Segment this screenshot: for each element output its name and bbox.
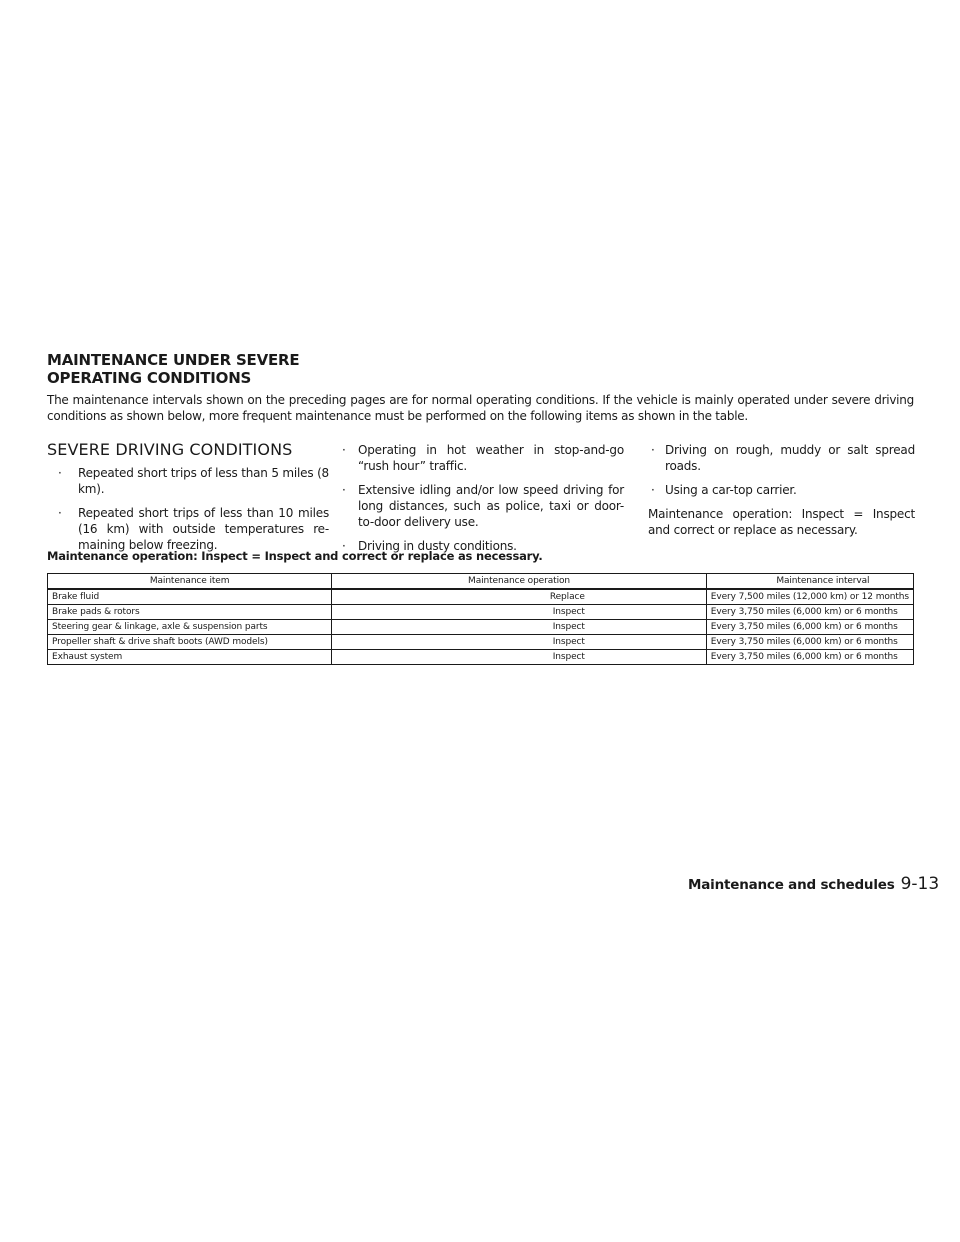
bullet-icon: · <box>58 466 62 480</box>
cell-interval: Every 3,750 miles (6,000 km) or 6 months <box>706 620 913 635</box>
table-row <box>48 589 914 605</box>
list-item-text: Driving on rough, muddy or salt spread roads. <box>665 443 915 473</box>
list-item-text: Operating in hot weather in stop-and-go “rush hour” traffic. <box>358 443 624 473</box>
list-item <box>47 505 329 553</box>
cell-item: Brake fluid <box>48 589 332 605</box>
list-item <box>342 442 624 474</box>
table-row <box>48 620 914 635</box>
cell-operation: Replace <box>332 589 707 605</box>
cell-interval: Every 3,750 miles (6,000 km) or 6 months <box>706 635 913 650</box>
cell-item: Propeller shaft & drive shaft boots (AWD models) <box>48 635 332 650</box>
section-title <box>47 351 299 387</box>
cell-operation: Inspect <box>332 650 707 665</box>
intro-paragraph: The maintenance intervals shown on the preceding pages are for normal operating conditions. If the vehicle is mainly operated under severe driving conditions as shown below, more frequent maintenance must be performed on the following items as shown in the table. <box>47 393 914 423</box>
chapter-title: Maintenance and schedules <box>688 877 895 893</box>
conditions-column-2 <box>342 442 624 562</box>
list-item <box>633 482 915 498</box>
table-row <box>48 650 914 665</box>
header-maintenance-interval: Maintenance interval <box>706 574 913 590</box>
cell-interval: Every 7,500 miles (12,000 km) or 12 months <box>706 589 913 605</box>
page-number: 9-13 <box>900 874 940 894</box>
maintenance-table <box>47 573 914 665</box>
bullet-icon: · <box>342 443 346 457</box>
bullet-icon: · <box>342 539 346 553</box>
list-item-text: Driving in dusty conditions. <box>358 539 517 553</box>
cell-item: Brake pads & rotors <box>48 605 332 620</box>
list-item-text: Repeated short trips of less than 10 miles (16 km) with outside temperatures re-maining below freezing. <box>78 506 329 552</box>
section-title-line-1: MAINTENANCE UNDER SEVERE <box>47 351 300 369</box>
list-item <box>47 465 329 497</box>
list-item-text: Extensive idling and/or low speed driving for long distances, such as police, taxi or door-to-door delivery use. <box>358 483 624 529</box>
table-row <box>48 635 914 650</box>
cell-operation: Inspect <box>332 620 707 635</box>
severe-conditions-heading: SEVERE DRIVING CONDITIONS <box>47 440 293 459</box>
conditions-list-1 <box>47 465 329 553</box>
table-header-row <box>48 574 914 590</box>
table-caption: Maintenance operation: Inspect = Inspect and correct or replace as necessary. <box>47 549 543 563</box>
conditions-column-3 <box>633 442 915 538</box>
list-item-text: Using a car-top carrier. <box>665 483 797 497</box>
header-maintenance-operation: Maintenance operation <box>332 574 707 590</box>
operation-note: Maintenance operation: Inspect = Inspect and correct or replace as necessary. <box>648 507 915 537</box>
bullet-icon: · <box>651 483 655 497</box>
cell-item: Steering gear & linkage, axle & suspension parts <box>48 620 332 635</box>
table-row <box>48 605 914 620</box>
bullet-icon: · <box>58 506 62 520</box>
conditions-list-3 <box>633 442 915 498</box>
list-item-text: Repeated short trips of less than 5 miles (8 km). <box>78 466 329 496</box>
bullet-icon: · <box>651 443 655 457</box>
cell-operation: Inspect <box>332 605 707 620</box>
list-item <box>342 482 624 530</box>
header-maintenance-item: Maintenance item <box>48 574 332 590</box>
cell-interval: Every 3,750 miles (6,000 km) or 6 months <box>706 605 913 620</box>
conditions-column-1 <box>47 439 329 561</box>
cell-item: Exhaust system <box>48 650 332 665</box>
page-footer <box>688 874 939 894</box>
list-item <box>633 442 915 474</box>
bullet-icon: · <box>342 483 346 497</box>
conditions-list-2 <box>342 442 624 554</box>
section-title-line-2: OPERATING CONDITIONS <box>47 369 252 387</box>
cell-interval: Every 3,750 miles (6,000 km) or 6 months <box>706 650 913 665</box>
cell-operation: Inspect <box>332 635 707 650</box>
